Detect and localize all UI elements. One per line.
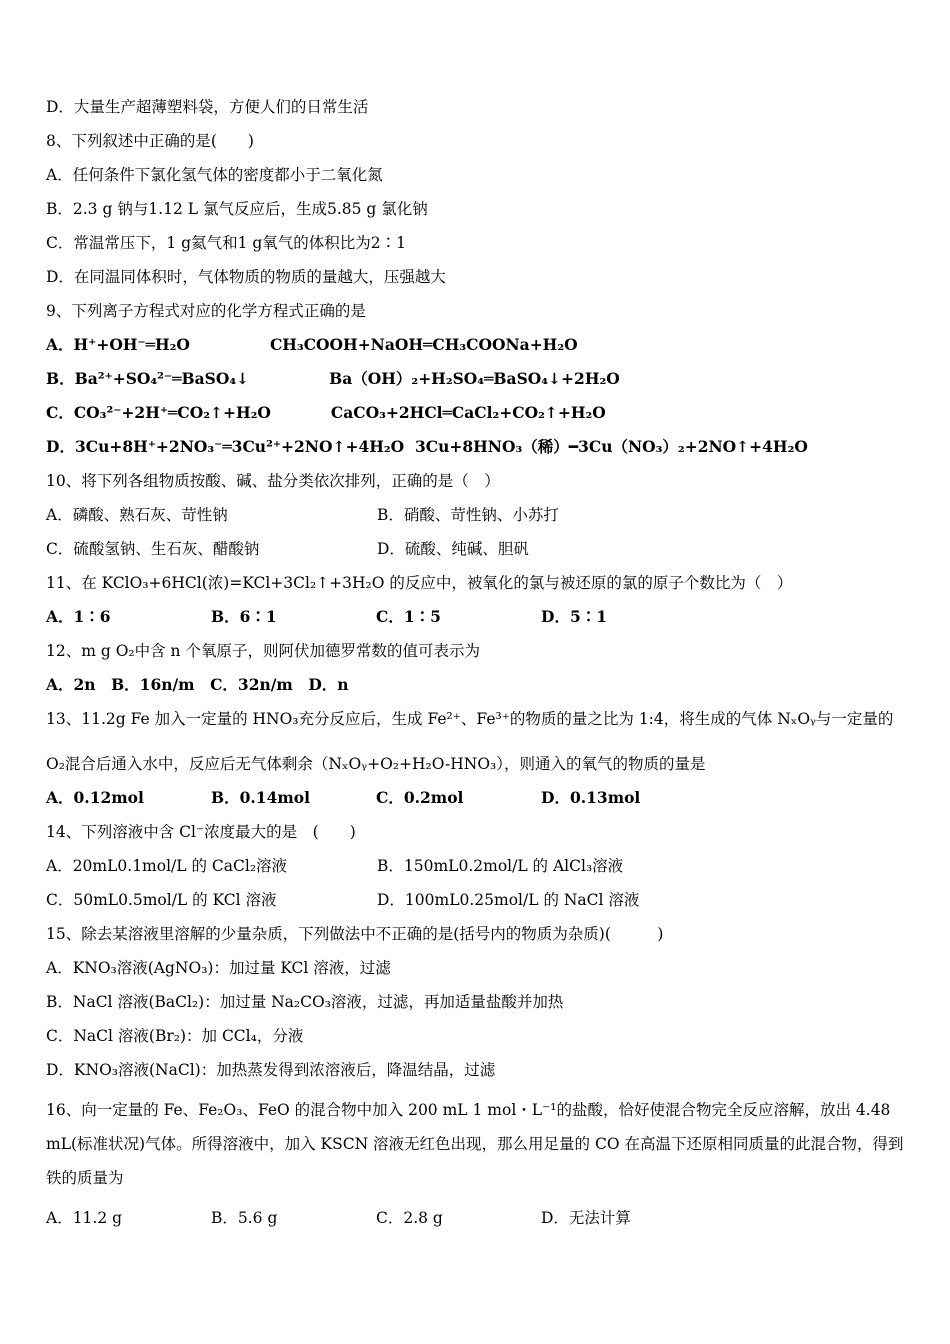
q8-option-c: C．常温常压下，1 g氦气和1 g氧气的体积比为2∶1 [46, 234, 407, 252]
q11-option-c: C．1∶5 [376, 607, 441, 626]
q15-option-a: A．KNO₃溶液(AgNO₃)：加过量 KCl 溶液，过滤 [46, 959, 391, 977]
q13-option-c: C．0.2mol [376, 788, 464, 807]
q9b-ionic: B．Ba²⁺+SO₄²⁻═BaSO₄↓ [46, 369, 250, 388]
q15-option-b: B．NaCl 溶液(BaCl₂)：加过量 Na₂CO₃溶液，过滤，再加适量盐酸并加热 [46, 993, 564, 1011]
question-9: 9、下列离子方程式对应的化学方程式正确的是 [46, 302, 366, 320]
question-8: 8、下列叙述中正确的是( ) [46, 132, 254, 150]
q10-options-row1 [46, 504, 908, 538]
q8-option-b: B．2.3 g 钠与1.12 L 氯气反应后，生成5.85 g 氯化钠 [46, 200, 428, 218]
question-14: 14、下列溶液中含 Cl⁻浓度最大的是 ( ) [46, 823, 356, 841]
q9-option-d [46, 436, 908, 470]
q9d-ionic: D．3Cu+8H⁺+2NO₃⁻═3Cu²⁺+2NO↑+4H₂O [46, 437, 405, 456]
q9-option-c [46, 402, 908, 436]
q8-option-d: D．在同温同体积时，气体物质的物质的量越大，压强越大 [46, 268, 446, 286]
q10-option-a: A．磷酸、熟石灰、苛性钠 [46, 506, 228, 524]
q16-option-c: C．2.8 g [376, 1209, 443, 1227]
q9c-chem: CaCO₃+2HCl═CaCl₂+CO₂↑+H₂O [330, 403, 606, 422]
q10-options-row2 [46, 538, 908, 572]
q10-option-b: B．硝酸、苛性钠、小苏打 [377, 506, 559, 524]
question-13: 13、11.2g Fe 加入一定量的 HNO₃充分反应后，生成 Fe²⁺、Fe³⁺的物质的量之比为 1:4，将生成的气体 NₓOᵧ与一定量的 [46, 710, 894, 728]
q9-option-a [46, 334, 908, 368]
q14-option-d: D．100mL0.25mol/L 的 NaCl 溶液 [377, 891, 640, 909]
q13-options [46, 787, 908, 821]
q11-option-b: B．6∶1 [211, 607, 277, 626]
q16-option-b: B．5.6 g [211, 1209, 278, 1227]
q16-option-a: A．11.2 g [46, 1209, 123, 1227]
question-11: 11、在 KClO₃+6HCl(浓)=KCl+3Cl₂↑+3H₂O 的反应中，被氧化的氯与被还原的氯的原子个数比为（ ） [46, 574, 793, 592]
q9a-ionic: A．H⁺+OH⁻═H₂O [46, 335, 190, 354]
option-d-prev: D．大量生产超薄塑料袋，方便人们的日常生活 [46, 98, 369, 116]
q14-option-c: C．50mL0.5mol/L 的 KCl 溶液 [46, 891, 277, 909]
q9b-chem: Ba（OH）₂+H₂SO₄═BaSO₄↓+2H₂O [329, 369, 620, 388]
q14-options-row2 [46, 889, 908, 923]
q9a-chem: CH₃COOH+NaOH═CH₃COONa+H₂O [269, 335, 578, 354]
q9-option-b [46, 368, 908, 402]
q16-option-d: D．无法计算 [541, 1209, 631, 1227]
question-15: 15、除去某溶液里溶解的少量杂质，下列做法中不正确的是(括号内的物质为杂质)( ) [46, 925, 664, 943]
q14-options-row1 [46, 855, 908, 889]
q10-option-c: C．硫酸氢钠、生石灰、醋酸钠 [46, 540, 260, 558]
question-12: 12、m g O₂中含 n 个氧原子，则阿伏加德罗常数的值可表示为 [46, 642, 480, 660]
question-13-cont: O₂混合后通入水中，反应后无气体剩余（NₓOᵧ+O₂+H₂O-HNO₃），则通入的氧气的物质的量是 [46, 755, 706, 773]
q15-option-c: C．NaCl 溶液(Br₂)：加 CCl₄，分液 [46, 1027, 304, 1045]
exam-page [46, 96, 908, 1241]
q13-option-b: B．0.14mol [211, 788, 310, 807]
q12-options: A．2n B．16n/m C．32n/m D．n [46, 675, 349, 694]
q8-option-a: A．任何条件下氯化氢气体的密度都小于二氧化氮 [46, 166, 383, 184]
q11-option-d: D．5∶1 [541, 607, 608, 626]
q16-options [46, 1207, 908, 1241]
q15-option-d: D．KNO₃溶液(NaCl)：加热蒸发得到浓溶液后，降温结晶，过滤 [46, 1061, 496, 1079]
q13-option-a: A．0.12mol [46, 788, 144, 807]
q9c-ionic: C．CO₃²⁻+2H⁺═CO₂↑+H₂O [46, 403, 271, 422]
q13-option-d: D．0.13mol [541, 788, 641, 807]
q10-option-d: D．硫酸、纯碱、胆矾 [377, 540, 529, 558]
question-16: 16、向一定量的 Fe、Fe₂O₃、FeO 的混合物中加入 200 mL 1 mol・L⁻¹的盐酸，恰好使混合物完全反应溶解，放出 4.48 mL(标准状况)气体。所得溶液中，加入 KSCN 溶液无红色出现，那么用足量的 CO 在高温下还原相同质量的此混合物，得到铁的质量为 [46, 1101, 904, 1187]
q11-options [46, 606, 908, 640]
question-10: 10、将下列各组物质按酸、碱、盐分类依次排列，正确的是（ ） [46, 472, 500, 490]
q14-option-a: A．20mL0.1mol/L 的 CaCl₂溶液 [46, 857, 288, 875]
q14-option-b: B．150mL0.2mol/L 的 AlCl₃溶液 [377, 857, 624, 875]
q11-option-a: A．1∶6 [46, 607, 111, 626]
q9d-chem: 3Cu+8HNO₃（稀）━3Cu（NO₃）₂+2NO↑+4H₂O [414, 437, 808, 456]
